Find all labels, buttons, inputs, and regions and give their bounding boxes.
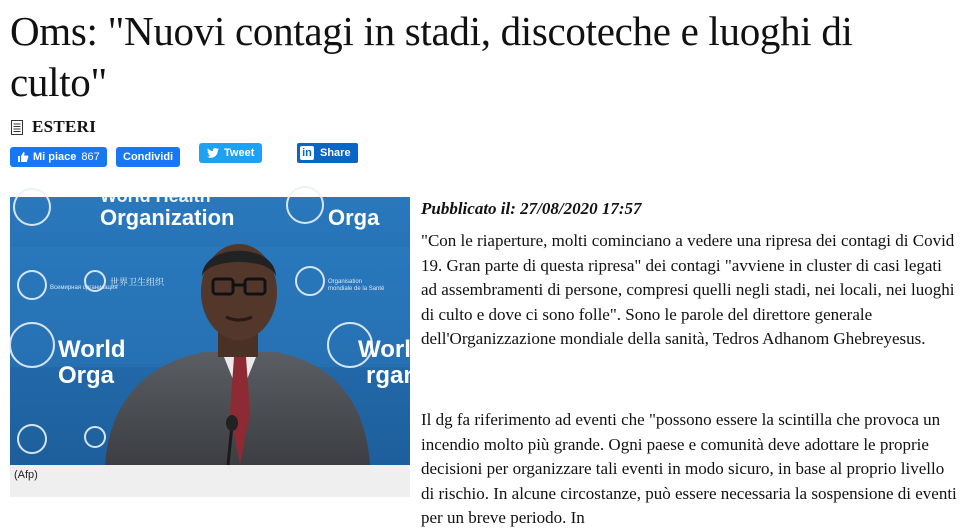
section-label[interactable] <box>11 117 96 137</box>
fb-share-label: Condividi <box>123 151 174 163</box>
twitter-bird-icon <box>207 148 219 158</box>
like-count: 867 <box>81 151 100 163</box>
facebook-like-button[interactable] <box>10 147 107 167</box>
article-photo-container <box>10 186 426 497</box>
linkedin-share-button[interactable] <box>297 143 358 163</box>
photo-illustration <box>10 186 426 465</box>
svg-text:World: World <box>358 336 426 363</box>
photo-caption: (Afp) <box>14 469 38 481</box>
tweet-label: Tweet <box>224 147 255 159</box>
svg-text:Orga: Orga <box>58 362 115 389</box>
svg-text:rgan: rgan <box>366 362 419 389</box>
backdrop-who-text: Organization <box>100 205 235 230</box>
linkedin-label: Share <box>320 147 351 159</box>
svg-text:mondiale de la Santé: mondiale de la Santé <box>328 286 385 292</box>
svg-text:Orga: Orga <box>328 205 380 230</box>
document-icon <box>11 120 23 135</box>
svg-text:世界卫生组织: 世界卫生组织 <box>110 278 165 288</box>
linkedin-icon: in <box>300 146 314 160</box>
publish-date: Pubblicato il: 27/08/2020 17:57 <box>421 199 642 218</box>
svg-text:Organisation: Organisation <box>328 279 363 285</box>
facebook-share-button[interactable] <box>116 147 180 167</box>
article-paragraph-1: "Con le riaperture, molti cominciano a vedere una ripresa dei contagi di Covid 19. Gran parte di questa ripresa" dei contagi "avviene in cluster di casi legati ad assembramenti di persone, compresi quelli negli stadi, nei locali, nei luoghi di culto e dove ci sono folle". Sono le parole del direttore generale dell'Organizzazione mondiale della sanità, Tedros Adhanom Ghebreyesus. <box>421 231 955 348</box>
thumbs-up-icon <box>17 151 29 163</box>
svg-text:World: World <box>58 336 126 363</box>
tweet-button[interactable] <box>199 143 262 163</box>
svg-text:World Health: World Health <box>100 186 211 206</box>
like-label: Mi piace <box>33 151 77 163</box>
article-title: Oms: "Nuovi contagi in stadi, discoteche e luoghi di culto" <box>10 8 853 105</box>
section-name: ESTERI <box>32 117 97 136</box>
article-paragraph-2: Il dg fa riferimento ad eventi che "possono essere la scintilla che provoca un incendio molto più grande. Ogni paese e comunità deve adottare le proprie decisioni per organizzare tali eventi in modo sicuro, in base al proprio livello di rischio. In alcune circostanze, può essere necessaria la sospensione di eventi per un breve periodo. In <box>421 410 957 527</box>
article-photo[interactable] <box>10 186 426 465</box>
svg-text:Всемирная организация: Всемирная организация <box>50 285 118 291</box>
